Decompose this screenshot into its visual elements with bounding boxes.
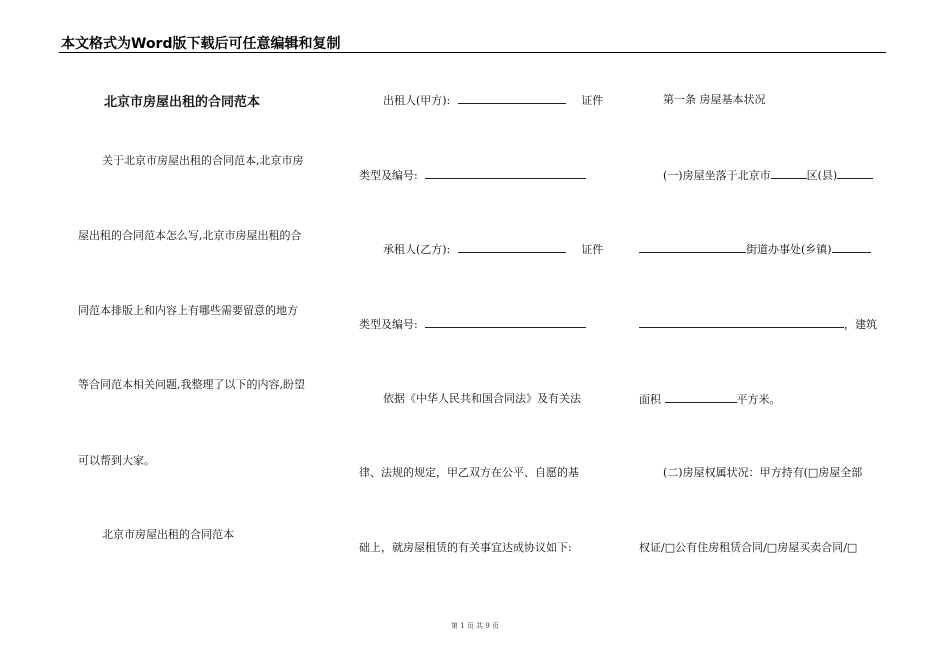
location-prefix: (一)房屋坐落于北京市 <box>663 169 771 182</box>
paragraph-line: 关于北京市房屋出租的合同范本,北京市房 <box>102 154 304 167</box>
lessee-after: 证件 <box>581 243 604 256</box>
paragraph-line: 可以帮到大家。 <box>78 454 155 467</box>
idtype-line-1 <box>359 167 586 184</box>
township-blank <box>832 241 871 253</box>
lessee-blank <box>458 241 566 253</box>
lessee-line <box>383 241 603 258</box>
street-line <box>639 241 871 258</box>
address-line <box>639 316 877 333</box>
street-blank <box>639 241 746 253</box>
paragraph-line: 础上，就房屋租赁的有关事宜达成协议如下: <box>359 541 572 554</box>
idtype-label: 类型及编号: <box>359 318 418 331</box>
idtype-line-2 <box>359 316 586 333</box>
document-header-title: 本文格式为Word版下载后可任意编辑和复制 <box>61 36 341 52</box>
document-title: 北京市房屋出租的合同范本 <box>104 95 261 110</box>
lessor-after: 证件 <box>581 94 604 107</box>
build-suffix: ，建筑 <box>844 318 877 331</box>
area-line <box>639 391 781 408</box>
area-prefix: 面积 <box>639 393 661 406</box>
location-line <box>663 167 873 184</box>
header-divider <box>59 52 886 53</box>
paragraph-line: 依据《中华人民共和国合同法》及有关法 <box>383 392 581 405</box>
area-blank <box>665 391 737 403</box>
paragraph-line: 律、法规的规定，甲乙双方在公平、自愿的基 <box>359 466 579 479</box>
location-district: 区(县) <box>806 169 838 182</box>
district-blank <box>771 167 807 179</box>
lessor-line <box>383 92 603 109</box>
idtype-label: 类型及编号: <box>359 169 418 182</box>
idtype-blank <box>425 167 586 179</box>
page-footer: 第 1 页 共 9 页 <box>450 622 500 630</box>
address-blank <box>639 316 844 328</box>
street-office: 街道办事处(乡镇) <box>746 243 832 256</box>
county-blank <box>837 167 873 179</box>
lessor-blank <box>458 92 566 104</box>
paragraph-line: 同范本排版上和内容上有哪些需要留意的地方 <box>78 304 298 317</box>
ownership-line: (二)房屋权属状况：甲方持有(□房屋全部 <box>663 466 863 479</box>
paragraph-line: 屋出租的合同范本怎么写,北京市房屋出租的合 <box>78 229 302 242</box>
area-suffix: 平方米。 <box>736 393 781 406</box>
idtype-blank <box>425 316 586 328</box>
paragraph-line: 等合同范本相关问题,我整理了以下的内容,盼望 <box>78 378 305 391</box>
section-heading: 北京市房屋出租的合同范本 <box>102 528 234 541</box>
lessor-label: 出租人(甲方): <box>383 94 451 107</box>
article-heading: 第一条 房屋基本状况 <box>663 93 766 106</box>
lessee-label: 承租人(乙方): <box>383 243 451 256</box>
ownership-line-2: 权证/□公有住房租赁合同/□房屋买卖合同/□ <box>639 541 858 554</box>
